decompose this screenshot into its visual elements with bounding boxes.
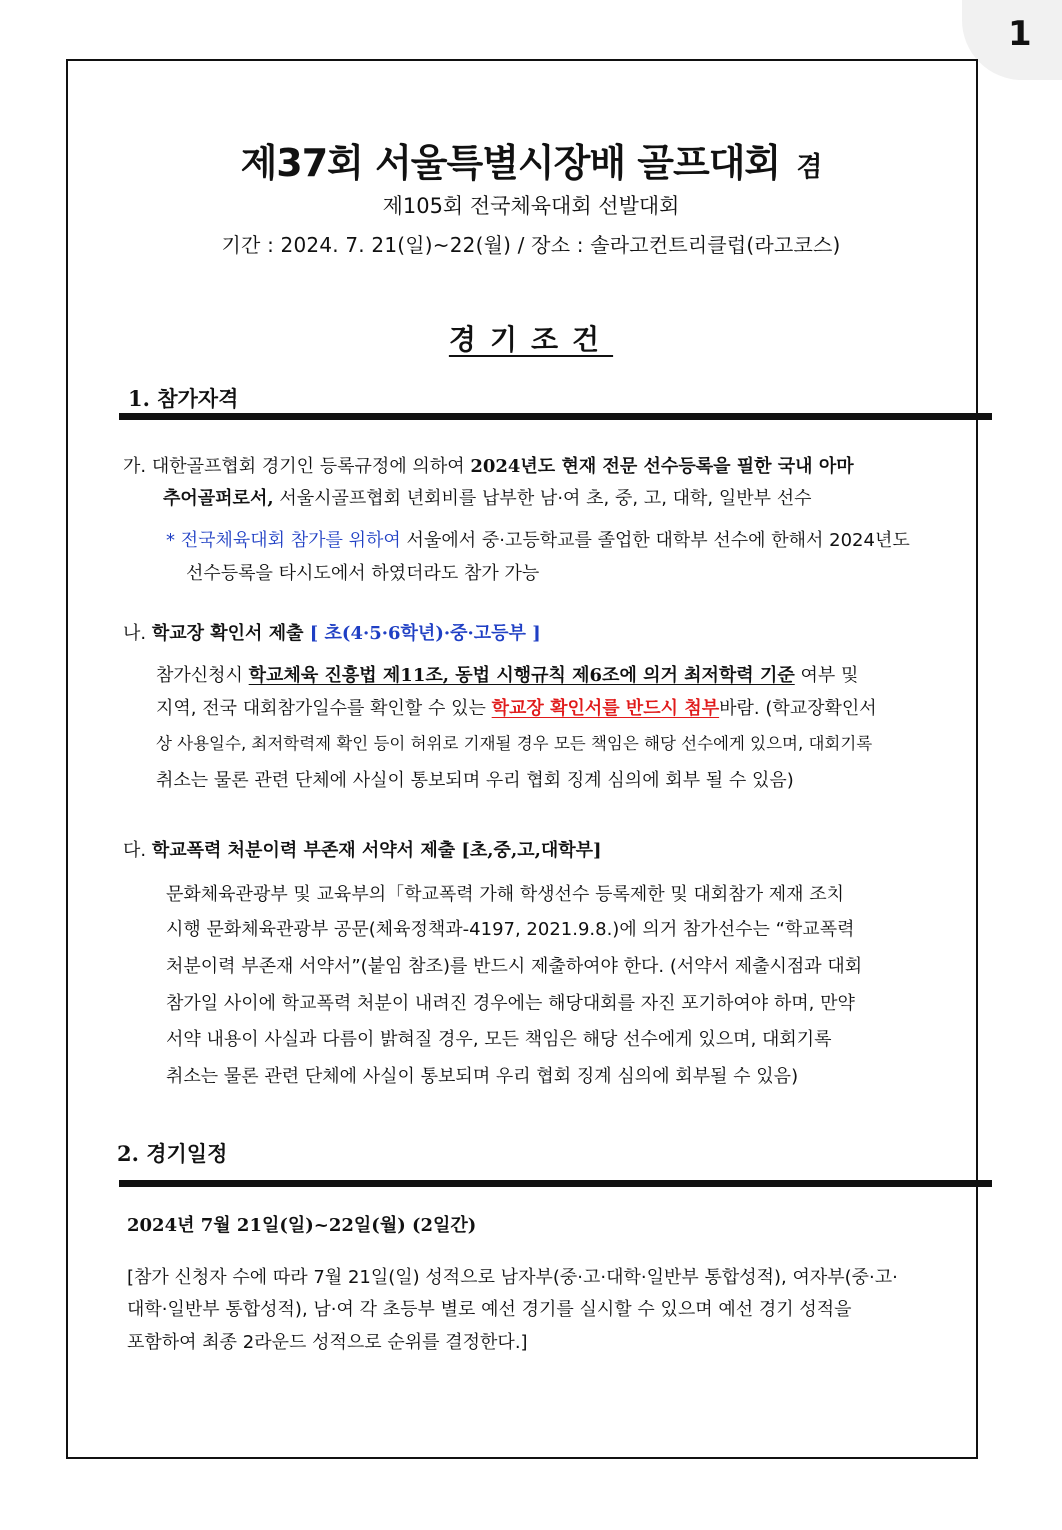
- na-line-1: [156, 661, 858, 687]
- conditions-title: [0, 318, 1062, 358]
- document-title: [0, 132, 1062, 187]
- section1-rule: [119, 413, 992, 420]
- da-heading-bold: 학교폭력 처분이력 부존재 서약서 제출 [초,중,고,대학부]: [151, 840, 602, 861]
- document-subtitle: 제105회 전국체육대회 선발대회: [382, 194, 680, 218]
- na-line-3: 상 사용일수, 최저학력제 확인 등이 허위로 기재될 경우 모든 책임은 해당 선수에게 있으며, 대회기록: [156, 734, 873, 753]
- ga-l1-text: 가. 대한골프협회 경기인 등록규정에 의하여: [123, 456, 471, 477]
- na-heading-bold: 학교장 확인서 제출: [151, 623, 304, 644]
- section2-heading: 2. 경기일정: [117, 1141, 228, 1166]
- na-l1-bold: 학교체육 진흥법 제11조, 동법 시행규칙 제6조에 의거 최저학력 기준: [248, 665, 795, 686]
- section1-heading: 1. 참가자격: [128, 386, 239, 411]
- na-l2-red: 학교장 확인서를 반드시 첨부: [491, 698, 720, 719]
- ga-line-1: [123, 452, 854, 478]
- document-frame: [66, 59, 978, 1459]
- da-line-1: 문화체육관광부 및 교육부의「학교폭력 가해 학생선수 등록제한 및 대회참가 제재 조치: [166, 884, 845, 905]
- schedule-line-2: 대학·일반부 통합성적), 남·여 각 초등부 별로 예선 경기를 실시할 수 있으며 예선 경기 성적을: [127, 1299, 852, 1320]
- na-prefix: 나.: [123, 623, 152, 644]
- da-line-3: 처분이력 부존재 서약서”(붙임 참조)를 반드시 제출하여야 한다. (서약서 제출시점과 대회: [166, 956, 863, 977]
- schedule-date: 2024년 7월 21일(일)~22일(월) (2일간): [127, 1215, 477, 1236]
- title-main: 제37회 서울특별시장배 골프대회: [240, 141, 781, 185]
- ga-line-2: [163, 484, 812, 510]
- section2-rule: [119, 1180, 992, 1187]
- da-prefix: 다.: [123, 840, 152, 861]
- page-number: 1: [1008, 14, 1032, 54]
- da-line-2: 시행 문화체육관광부 공문(체육정책과-4197, 2021.9.8.)에 의거 참가선수는 “학교폭력: [166, 919, 855, 940]
- ga-note-line-2: 선수등록을 타시도에서 하였더라도 참가 가능: [186, 563, 540, 584]
- na-l1-text: 참가신청시: [156, 665, 249, 686]
- da-heading: [123, 836, 602, 862]
- na-heading: [123, 619, 541, 645]
- title-suffix: 겸: [796, 152, 822, 183]
- na-heading-blue: [ 초(4·5·6학년)·중·고등부 ]: [303, 623, 541, 644]
- na-l1-tail: 여부 및: [794, 665, 859, 686]
- na-line-2: [156, 694, 877, 720]
- da-line-5: 서약 내용이 사실과 다름이 밝혀질 경우, 모든 책임은 해당 선수에게 있으며, 대회기록: [166, 1029, 832, 1050]
- ga-l2-bold: 추어골퍼로서,: [163, 488, 274, 509]
- ga-note-blue: * 전국체육대회 참가를 위하여: [166, 530, 401, 551]
- ga-note-line-1: [166, 526, 910, 552]
- schedule-line-3: 포함하여 최종 2라운드 성적으로 순위를 결정한다.]: [127, 1332, 528, 1353]
- event-period: 기간 : 2024. 7. 21(일)~22(월) / 장소 : 솔라고컨트리클럽(라고코스): [221, 233, 841, 257]
- ga-l1-bold: 2024년도 현재 전문 선수등록을 필한 국내 아마: [470, 456, 854, 477]
- schedule-line-1: [참가 신청자 수에 따라 7월 21일(일) 성적으로 남자부(중·고·대학·일반부 통합성적), 여자부(중·고·: [127, 1267, 898, 1288]
- na-l2-text: 지역, 전국 대회참가일수를 확인할 수 있는: [156, 698, 492, 719]
- na-line-4: 취소는 물론 관련 단체에 사실이 통보되며 우리 협회 징계 심의에 회부 될 수 있음): [156, 770, 794, 791]
- conditions-title-text: 경기조건: [448, 323, 614, 356]
- ga-note-text: 서울에서 중·고등학교를 졸업한 대학부 선수에 한해서 2024년도: [400, 530, 910, 551]
- da-line-6: 취소는 물론 관련 단체에 사실이 통보되며 우리 협회 징계 심의에 회부될 수 있음): [166, 1066, 799, 1087]
- da-line-4: 참가일 사이에 학교폭력 처분이 내려진 경우에는 해당대회를 자진 포기하여야 하며, 만약: [166, 993, 855, 1014]
- ga-l2-text: 서울시골프협회 년회비를 납부한 남·여 초, 중, 고, 대학, 일반부 선수: [273, 488, 812, 509]
- na-l2-tail: 바람. (학교장확인서: [719, 698, 877, 719]
